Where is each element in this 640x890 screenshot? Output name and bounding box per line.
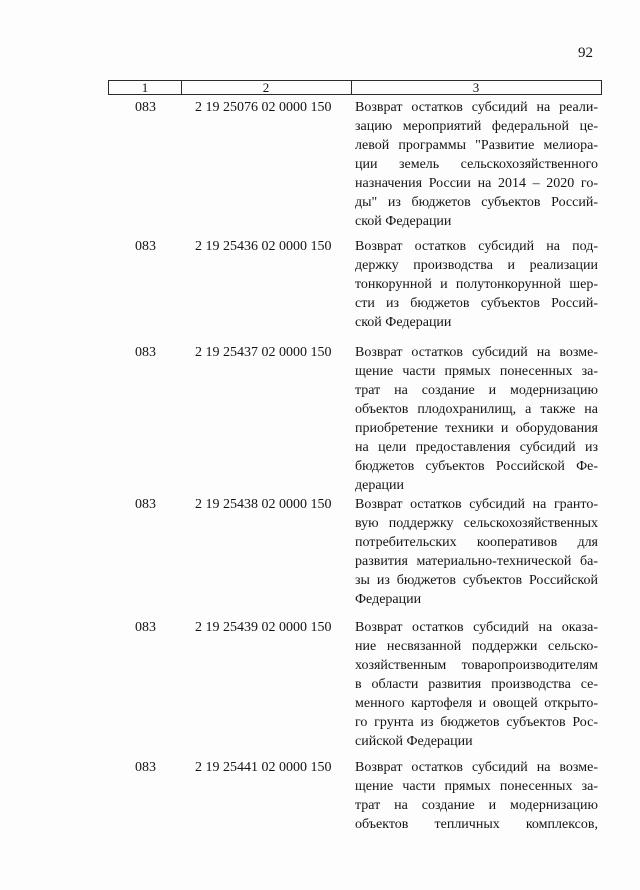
admin-code: 083 xyxy=(135,497,156,512)
budget-code: 2 19 25441 02 0000 150 xyxy=(195,760,332,775)
budget-code: 2 19 25076 02 0000 150 xyxy=(195,100,332,115)
row-description xyxy=(355,98,598,231)
description-line: сийской Федерации xyxy=(355,734,473,749)
description-line: Возврат остатков субсидий на возме- xyxy=(355,760,598,775)
description-line: го грунта из бюджетов субъектов Рос- xyxy=(355,715,598,730)
description-line: ние несвязанной поддержки сельско- xyxy=(355,639,598,654)
admin-code: 083 xyxy=(135,345,156,360)
row-description xyxy=(355,237,598,332)
description-line: зы из бюджетов субъектов Российской xyxy=(355,573,598,588)
page-number: 92 xyxy=(578,45,593,61)
row-description xyxy=(355,343,598,495)
budget-code: 2 19 25436 02 0000 150 xyxy=(195,239,332,254)
header-col-2: 2 xyxy=(181,81,352,94)
description-line: ды" из бюджетов субъектов Россий- xyxy=(355,195,598,210)
description-line: левой программы "Развитие мелиора- xyxy=(355,138,598,153)
description-line: Возврат остатков субсидий на под- xyxy=(355,239,598,254)
admin-code: 083 xyxy=(135,620,156,635)
budget-code: 2 19 25439 02 0000 150 xyxy=(195,620,332,635)
description-line: держку производства и реализации xyxy=(355,258,598,273)
description-line: на цели предоставления субсидий из xyxy=(355,440,598,455)
description-line: зацию мероприятий федеральной це- xyxy=(355,119,598,134)
admin-code: 083 xyxy=(135,239,156,254)
description-line: вую поддержку сельскохозяйственных xyxy=(355,516,598,531)
description-line: щение части прямых понесенных за- xyxy=(355,364,598,379)
budget-code: 2 19 25437 02 0000 150 xyxy=(195,345,332,360)
table-header-row xyxy=(108,80,602,95)
admin-code: 083 xyxy=(135,760,156,775)
description-line: щение части прямых понесенных за- xyxy=(355,779,598,794)
description-line: назначения России на 2014 – 2020 го- xyxy=(355,176,598,191)
description-line: ской Федерации xyxy=(355,315,452,330)
description-line: Федерации xyxy=(355,592,422,607)
description-line: Возврат остатков субсидий на реали- xyxy=(355,100,598,115)
row-description xyxy=(355,618,598,751)
row-description xyxy=(355,758,598,834)
description-line: приобретение техники и оборудования xyxy=(355,421,598,436)
header-col-3: 3 xyxy=(472,80,480,95)
description-line: Возврат остатков субсидий на гранто- xyxy=(355,497,598,512)
header-col-1: 1 xyxy=(109,81,182,94)
description-line: развития материально-технической ба- xyxy=(355,554,598,569)
description-line: ции земель сельскохозяйственного xyxy=(355,157,598,172)
budget-code-table xyxy=(108,80,602,832)
description-line: трат на создание и модернизацию xyxy=(355,383,598,398)
description-line: трат на создание и модернизацию xyxy=(355,798,598,813)
description-line: Возврат остатков субсидий на оказа- xyxy=(355,620,598,635)
row-description xyxy=(355,495,598,609)
description-line: ской Федерации xyxy=(355,214,452,229)
admin-code: 083 xyxy=(135,100,156,115)
description-line: объектов плодохранилищ, а также на xyxy=(355,402,598,417)
description-line: объектов тепличных комплексов, xyxy=(355,817,598,832)
description-line: тонкорунной и полутонкорунной шер- xyxy=(355,277,598,292)
description-line: потребительских кооперативов для xyxy=(355,535,598,550)
description-line: сти из бюджетов субъектов Россий- xyxy=(355,296,598,311)
description-line: менного картофеля и овощей открыто- xyxy=(355,696,598,711)
description-line: в области развития производства се- xyxy=(355,677,598,692)
description-line: хозяйственным товаропроизводителям xyxy=(355,658,598,673)
description-line: дерации xyxy=(355,478,405,493)
description-line: Возврат остатков субсидий на возме- xyxy=(355,345,598,360)
description-line: бюджетов субъектов Российской Фе- xyxy=(355,459,598,474)
budget-code: 2 19 25438 02 0000 150 xyxy=(195,497,332,512)
